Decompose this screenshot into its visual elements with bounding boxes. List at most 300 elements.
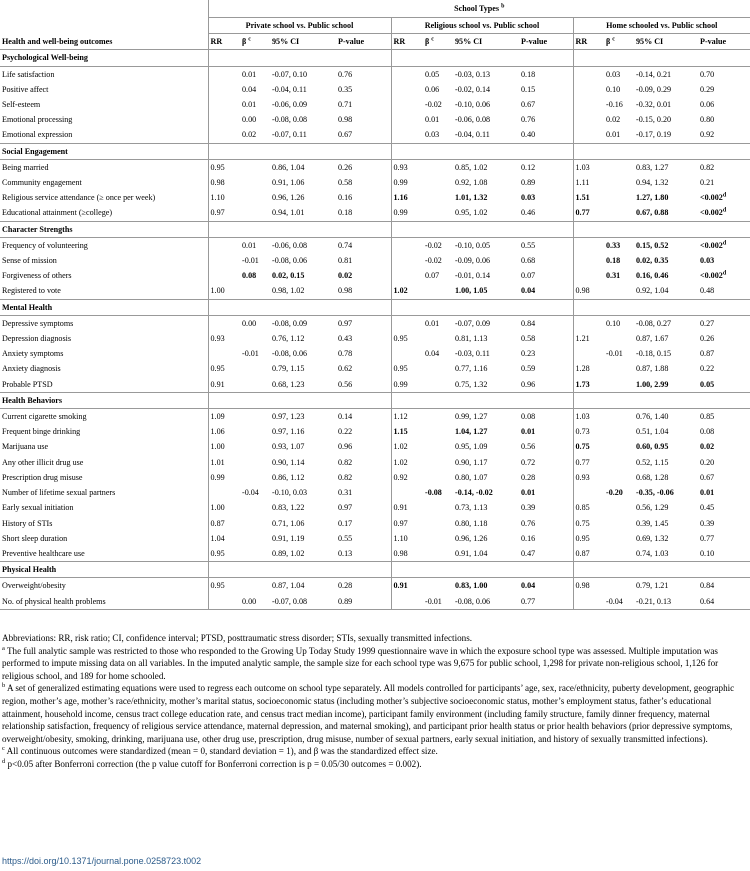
- table-cell: [240, 409, 270, 425]
- table-cell: -0.32, 0.01: [636, 100, 672, 110]
- table-cell: 0.18: [338, 208, 353, 218]
- column-header-ci: 95% CI: [455, 37, 483, 47]
- table-cell: 0.83, 1.00: [455, 581, 488, 591]
- table-row: [0, 82, 750, 97]
- table-cell: 0.04: [521, 286, 536, 296]
- table-cell: 0.03: [700, 256, 715, 266]
- table-row: [0, 237, 750, 253]
- table-cell: 0.82: [338, 457, 353, 467]
- table-cell: [573, 66, 604, 82]
- table-cell: -0.09, 0.29: [636, 84, 672, 94]
- table-row: [0, 578, 750, 594]
- table-cell: [391, 97, 423, 112]
- table-cell: 0.73: [573, 424, 604, 439]
- table-cell: [604, 409, 634, 425]
- table-cell: 0.02: [606, 115, 621, 125]
- table-cell: 0.95: [208, 578, 240, 594]
- outcome-label: Any other illicit drug use: [2, 457, 84, 467]
- outcome-label: No. of physical health problems: [2, 596, 106, 606]
- table-cell: [604, 578, 634, 594]
- table-cell: 0.95: [208, 546, 240, 562]
- table-cell: 0.91, 1.04: [455, 548, 488, 558]
- table-cell: 0.47: [521, 548, 536, 558]
- table-cell: [423, 439, 453, 454]
- table-cell: [423, 175, 453, 190]
- table-cell: 0.59: [521, 364, 536, 374]
- outcome-label: Registered to vote: [2, 286, 61, 296]
- table-cell: 0.95: [573, 531, 604, 546]
- table-cell: 0.15, 0.52: [636, 240, 669, 250]
- table-cell: [604, 175, 634, 190]
- outcome-label: Anxiety symptoms: [2, 349, 64, 359]
- table-cell: 1.03: [573, 159, 604, 175]
- column-header-pvalue: P-value: [521, 37, 548, 47]
- table-cell: [240, 205, 270, 221]
- table-cell: 0.82: [700, 162, 715, 172]
- table-row: [0, 205, 750, 221]
- table-cell: 0.89: [338, 596, 353, 606]
- table-cell: [604, 470, 634, 485]
- table-row: [0, 175, 750, 190]
- table-cell: 0.78: [338, 349, 353, 359]
- table-cell: 0.91, 1.06: [272, 178, 305, 188]
- table-cell: 0.67: [521, 100, 536, 110]
- outcome-label: Early sexual initiation: [2, 503, 74, 513]
- table-cell: -0.02: [425, 100, 442, 110]
- table-cell: 1.00, 2.99: [636, 379, 669, 389]
- outcome-label: Sense of mission: [2, 256, 57, 266]
- table-cell: -0.07, 0.09: [455, 318, 491, 328]
- table-cell: [423, 470, 453, 485]
- table-cell: 0.18: [606, 256, 621, 266]
- table-cell: 0.00: [242, 318, 257, 328]
- table-cell: 0.67: [338, 130, 353, 140]
- table-cell: 0.76, 1.40: [636, 412, 669, 422]
- table-cell: 1.10: [391, 531, 423, 546]
- table-cell: [391, 66, 423, 82]
- table-cell: 0.98: [208, 175, 240, 190]
- footnote-a: $^a$ The full analytic sample was restricted to those who responded to the Growing Up Today Study 1999 questionnaire wave in which the exposure school type was assessed. Multiple imputation was performed to impute missing data on all variables. In the imputed analytic sample, the sample size for each school type was 9,675 for public school, 1,298 for private non-religious school, 1,126 for religious school, and 189 for home schooled.: [2, 644, 719, 681]
- table-cell: [423, 578, 453, 594]
- outcome-label: Life satisfaction: [2, 69, 55, 79]
- table-cell: 0.87: [700, 349, 715, 359]
- table-cell: 0.87: [573, 546, 604, 562]
- outcome-label: Probable PTSD: [2, 379, 53, 389]
- table-cell: 0.79, 1.15: [272, 364, 305, 374]
- table-cell: 0.39, 1.45: [636, 518, 669, 528]
- outcome-label: Community engagement: [2, 178, 82, 188]
- table-cell: 1.73: [573, 377, 604, 393]
- table-cell: [573, 253, 604, 268]
- table-cell: 0.90, 1.14: [272, 457, 305, 467]
- table-cell: 0.81: [338, 256, 353, 266]
- table-cell: 0.84: [521, 318, 536, 328]
- section-header-row: [0, 392, 750, 408]
- table-cell: 0.01: [242, 100, 257, 110]
- table-cell: [604, 500, 634, 515]
- table-cell: 1.16: [391, 190, 423, 205]
- table-cell: 0.98: [391, 546, 423, 562]
- table-cell: [423, 546, 453, 562]
- table-cell: 0.39: [700, 518, 715, 528]
- table-cell: 0.01: [521, 427, 536, 437]
- table-cell: 0.02, 0.35: [636, 256, 669, 266]
- table-cell: 0.86, 1.04: [272, 162, 305, 172]
- table-cell: 0.74: [338, 240, 353, 250]
- table-cell: 0.16, 0.46: [636, 271, 669, 281]
- table-cell: -0.20: [606, 488, 623, 498]
- table-cell: 0.97: [338, 318, 353, 328]
- table-cell: -0.06, 0.09: [272, 100, 308, 110]
- table-cell: 1.02: [391, 283, 423, 299]
- table-cell: [240, 531, 270, 546]
- table-cell: [391, 594, 423, 610]
- table-cell: 0.05: [425, 69, 440, 79]
- table-cell: -0.17, 0.19: [636, 130, 672, 140]
- table-cell: [208, 485, 240, 500]
- table-cell: 0.01: [425, 318, 440, 328]
- table-row: [0, 516, 750, 531]
- table-cell: 0.14: [338, 412, 353, 422]
- table-cell: 0.92, 1.04: [636, 286, 669, 296]
- table-cell: 0.46: [521, 208, 536, 218]
- table-cell: 0.60, 0.95: [636, 442, 669, 452]
- table-cell: 0.40: [521, 130, 536, 140]
- table-cell: -0.02, 0.14: [455, 84, 491, 94]
- table-cell: 0.84: [700, 581, 715, 591]
- group-header-religious: Religious school vs. Public school: [391, 18, 573, 34]
- table-cell: 0.99: [208, 470, 240, 485]
- table-cell: 0.03: [425, 130, 440, 140]
- table-cell: [391, 253, 423, 268]
- table-cell: 1.00: [208, 283, 240, 299]
- table-cell: [573, 127, 604, 143]
- table-cell: 0.68, 1.23: [272, 379, 305, 389]
- table-cell: 0.69, 1.32: [636, 533, 669, 543]
- table-cell: 1.15: [391, 424, 423, 439]
- section-title: Social Engagement: [2, 146, 68, 156]
- table-cell: 0.98: [573, 283, 604, 299]
- table-cell: 0.89: [521, 178, 536, 188]
- table-cell: 0.89, 1.02: [272, 548, 305, 558]
- table-cell: [240, 377, 270, 393]
- table-cell: 0.52, 1.15: [636, 457, 669, 467]
- table-cell: 0.71, 1.06: [272, 518, 305, 528]
- table-cell: 0.94, 1.01: [272, 208, 305, 218]
- table-cell: 0.98: [338, 286, 353, 296]
- table-cell: 0.16: [338, 193, 353, 203]
- table-cell: 0.07: [425, 271, 440, 281]
- table-cell: 0.81, 1.13: [455, 334, 488, 344]
- table-cell: [604, 190, 634, 205]
- table-cell: 0.08: [521, 412, 536, 422]
- table-cell: 0.55: [338, 533, 353, 543]
- table-cell: 0.77: [521, 596, 536, 606]
- table-cell: 0.01: [242, 69, 257, 79]
- table-row: [0, 439, 750, 454]
- table-cell: 0.83, 1.27: [636, 162, 669, 172]
- outcome-label: Emotional expression: [2, 130, 73, 140]
- table-cell: 0.15: [521, 84, 536, 94]
- table-cell: 0.28: [338, 581, 353, 591]
- table-cell: 0.79, 1.21: [636, 581, 669, 591]
- table-cell: 0.94, 1.32: [636, 178, 669, 188]
- table-cell: 0.96: [338, 442, 353, 452]
- table-cell: -0.09, 0.06: [455, 256, 491, 266]
- table-cell: [208, 66, 240, 82]
- header-row-columns: [0, 34, 750, 50]
- column-header-pvalue: P-value: [700, 37, 727, 47]
- table-cell: -0.06, 0.08: [455, 115, 491, 125]
- outcome-label: Emotional processing: [2, 115, 73, 125]
- table-cell: 0.92: [700, 130, 715, 140]
- table-cell: 0.10: [700, 548, 715, 558]
- table-cell: 0.97, 1.23: [272, 412, 305, 422]
- outcome-label: Preventive healthcare use: [2, 548, 85, 558]
- table-cell: 0.64: [700, 596, 715, 606]
- table-cell: [391, 485, 423, 500]
- table-cell: [604, 439, 634, 454]
- table-cell: 0.95: [391, 361, 423, 376]
- table-row: [0, 531, 750, 546]
- abbreviations-note: Abbreviations: RR, risk ratio; CI, confidence interval; PTSD, posttraumatic stress disorder; STIs, sexually transmitted infections.: [2, 633, 473, 643]
- table-cell: 0.95, 1.09: [455, 442, 488, 452]
- doi-link[interactable]: https://doi.org/10.1371/journal.pone.0258723.t002: [2, 856, 202, 866]
- table-cell: 0.71: [338, 100, 353, 110]
- table-cell: 0.83, 1.22: [272, 503, 305, 513]
- table-cell: 0.58: [521, 334, 536, 344]
- table-cell: [208, 594, 240, 610]
- table-cell: 1.01, 1.32: [455, 193, 488, 203]
- table-cell: [604, 361, 634, 376]
- table-cell: 0.97: [208, 205, 240, 221]
- table-cell: -0.14, 0.21: [636, 69, 672, 79]
- table-cell: [240, 175, 270, 190]
- table-cell: 0.90, 1.17: [455, 457, 488, 467]
- table-cell: -0.03, 0.13: [455, 69, 491, 79]
- table-cell: 0.12: [521, 162, 536, 172]
- table-cell: 0.21: [700, 178, 715, 188]
- table-cell: -0.14, -0.02: [455, 488, 493, 498]
- table-cell: -0.08: [425, 488, 442, 498]
- table-row: [0, 424, 750, 439]
- section-header-row: [0, 50, 750, 66]
- table-cell: 0.87: [208, 516, 240, 531]
- table-cell: 0.56: [521, 442, 536, 452]
- table-cell: [240, 424, 270, 439]
- table-cell: 0.55: [521, 240, 536, 250]
- table-cell: [573, 237, 604, 253]
- table-cell: 0.87, 1.88: [636, 364, 669, 374]
- outcome-label: Forgiveness of others: [2, 271, 72, 281]
- table-cell: [604, 546, 634, 562]
- table-cell: 0.67: [700, 472, 715, 482]
- table-cell: 0.76: [338, 69, 353, 79]
- table-cell: [573, 315, 604, 331]
- section-header-row: [0, 562, 750, 578]
- table-cell: [423, 409, 453, 425]
- table-cell: [423, 424, 453, 439]
- outcome-label: Positive affect: [2, 84, 49, 94]
- section-title: Health Behaviors: [2, 395, 63, 405]
- group-header-home: Home schooled vs. Public school: [573, 18, 750, 34]
- table-cell: 0.35: [338, 84, 353, 94]
- table-cell: 0.22: [700, 364, 715, 374]
- table-cell: [391, 315, 423, 331]
- table-cell: [208, 253, 240, 268]
- table-cell: 0.97: [338, 503, 353, 513]
- table-row: [0, 500, 750, 515]
- table-cell: 0.10: [606, 84, 621, 94]
- table-cell: [208, 268, 240, 283]
- outcome-label: Depression diagnosis: [2, 334, 72, 344]
- table-cell: -0.04: [606, 596, 623, 606]
- table-cell: -0.10, 0.05: [455, 240, 491, 250]
- table-cell: 0.76: [521, 518, 536, 528]
- table-footnotes: [2, 632, 746, 771]
- section-header-row: [0, 299, 750, 315]
- outcome-label: History of STIs: [2, 518, 53, 528]
- table-cell: -0.08, 0.09: [272, 318, 308, 328]
- table-cell: [240, 283, 270, 299]
- table-cell: 0.62: [338, 364, 353, 374]
- table-cell: -0.07, 0.08: [272, 596, 308, 606]
- table-cell: 1.02: [391, 455, 423, 470]
- table-cell: [423, 331, 453, 346]
- table-cell: -0.01: [242, 256, 259, 266]
- group-header-private: Private school vs. Public school: [208, 18, 391, 34]
- section-title: Mental Health: [2, 302, 53, 312]
- table-cell: 0.75: [573, 439, 604, 454]
- table-cell: 1.03: [573, 409, 604, 425]
- table-cell: 0.73, 1.13: [455, 503, 488, 513]
- table-cell: [240, 455, 270, 470]
- table-cell: 0.31: [338, 488, 353, 498]
- table-cell: 0.01: [606, 130, 621, 140]
- table-cell: 1.00, 1.05: [455, 286, 488, 296]
- outcome-label: Short sleep duration: [2, 533, 68, 543]
- table-cell: 0.08: [242, 271, 257, 281]
- table-cell: 0.03: [521, 193, 536, 203]
- table-cell: 0.91: [391, 578, 423, 594]
- table-cell: 0.75, 1.32: [455, 379, 488, 389]
- outcome-label: Prescription drug misuse: [2, 472, 83, 482]
- table-cell: <0.002$^d$: [700, 192, 727, 203]
- table-cell: [604, 516, 634, 531]
- column-header-beta: β $^c$: [606, 36, 615, 47]
- table-cell: -0.01, 0.14: [455, 271, 491, 281]
- table-cell: 0.31: [606, 271, 621, 281]
- table-cell: [208, 82, 240, 97]
- header-row-school-types: [0, 0, 750, 18]
- table-cell: <0.002$^d$: [700, 207, 727, 218]
- table-cell: 0.45: [700, 503, 715, 513]
- outcome-label: Frequent binge drinking: [2, 427, 81, 437]
- table-cell: 0.04: [425, 349, 440, 359]
- table-cell: -0.07, 0.11: [272, 130, 307, 140]
- table-row: [0, 97, 750, 112]
- table-cell: -0.06, 0.08: [272, 240, 308, 250]
- header-row-groups: [0, 18, 750, 34]
- table-cell: [240, 331, 270, 346]
- table-cell: 0.74, 1.03: [636, 548, 669, 558]
- table-cell: [423, 377, 453, 393]
- table-cell: 0.99, 1.27: [455, 412, 488, 422]
- table-row: [0, 455, 750, 470]
- section-title: Character Strengths: [2, 224, 73, 234]
- column-header-beta: β $^c$: [425, 36, 434, 47]
- table-cell: 0.75: [573, 516, 604, 531]
- table-cell: [604, 205, 634, 221]
- table-cell: -0.04, 0.11: [272, 84, 307, 94]
- table-cell: 0.77: [573, 455, 604, 470]
- table-cell: 0.01: [425, 115, 440, 125]
- table-cell: 0.01: [521, 488, 536, 498]
- table-cell: 0.77: [700, 533, 715, 543]
- table-cell: 1.12: [391, 409, 423, 425]
- table-cell: 1.21: [573, 331, 604, 346]
- table-cell: 1.00: [208, 439, 240, 454]
- table-row: [0, 546, 750, 562]
- table-cell: [208, 97, 240, 112]
- table-cell: [573, 485, 604, 500]
- table-cell: -0.08, 0.27: [636, 318, 672, 328]
- table-cell: 0.77, 1.16: [455, 364, 488, 374]
- table-cell: 0.99: [391, 205, 423, 221]
- school-types-header: School Types $^b$: [208, 0, 750, 18]
- table-cell: 0.05: [700, 379, 715, 389]
- column-header-pvalue: P-value: [338, 37, 365, 47]
- table-cell: 0.48: [700, 286, 715, 296]
- table-cell: 1.28: [573, 361, 604, 376]
- table-row: [0, 315, 750, 331]
- table-cell: 0.07: [521, 271, 536, 281]
- table-cell: 0.85, 1.02: [455, 162, 488, 172]
- outcome-label: Anxiety diagnosis: [2, 364, 61, 374]
- table-cell: 0.96: [521, 379, 536, 389]
- table-cell: [573, 97, 604, 112]
- table-cell: 1.01: [208, 455, 240, 470]
- table-cell: [240, 546, 270, 562]
- table-cell: [208, 112, 240, 127]
- table-row: [0, 409, 750, 425]
- table-cell: -0.01: [242, 349, 259, 359]
- column-header-ci: 95% CI: [636, 37, 664, 47]
- table-cell: 0.99: [391, 377, 423, 393]
- table-cell: 0.85: [573, 500, 604, 515]
- table-cell: 0.51, 1.04: [636, 427, 669, 437]
- table-cell: [423, 500, 453, 515]
- table-cell: 0.28: [521, 472, 536, 482]
- table-cell: 0.80: [700, 115, 715, 125]
- table-cell: 0.03: [606, 69, 621, 79]
- table-cell: 1.06: [208, 424, 240, 439]
- table-cell: 0.58: [338, 178, 353, 188]
- outcome-label: Religious service attendance (≥ once per week): [2, 193, 156, 203]
- table-cell: [240, 439, 270, 454]
- table-cell: 0.56, 1.29: [636, 503, 669, 513]
- footnote-d: $^d$ p<0.05 after Bonferroni correction (the p value cutoff for Bonferroni correction is p = 0.05/30 outcomes = 0.002).: [2, 757, 422, 769]
- outcome-label: Educational attainment (≥college): [2, 208, 113, 218]
- column-header-rr: RR: [208, 34, 240, 50]
- table-cell: 0.96, 1.26: [272, 193, 305, 203]
- table-cell: [208, 315, 240, 331]
- table-cell: [391, 346, 423, 361]
- table-cell: 0.72: [521, 457, 536, 467]
- table-cell: 1.09: [208, 409, 240, 425]
- table-cell: 0.92, 1.08: [455, 178, 488, 188]
- table-cell: 0.68, 1.28: [636, 472, 669, 482]
